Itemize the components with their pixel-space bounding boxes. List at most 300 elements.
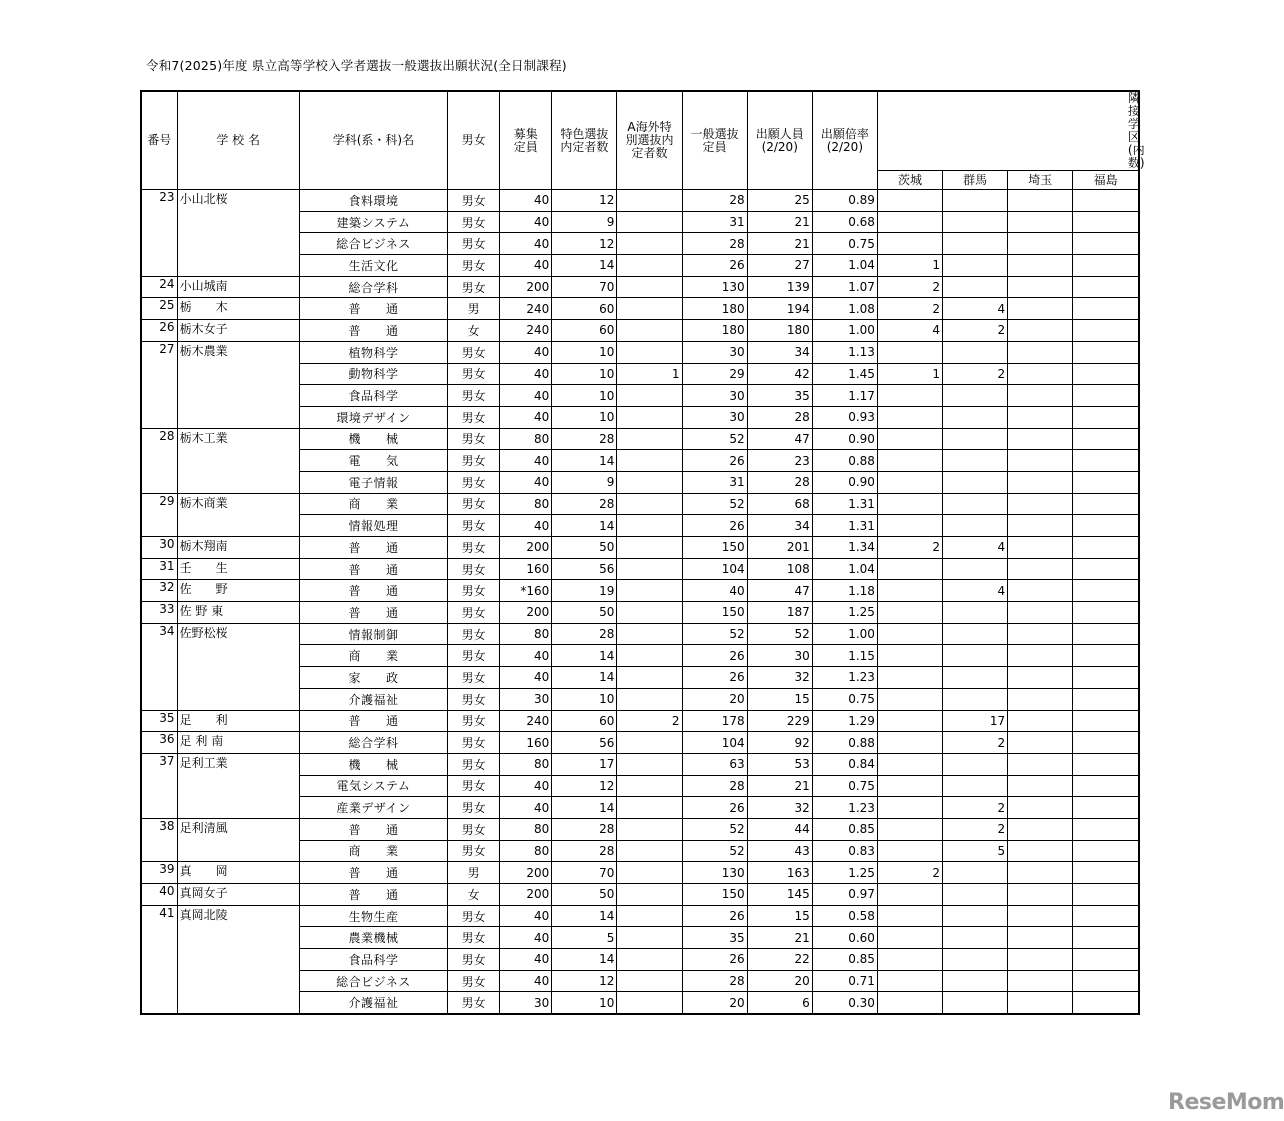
tokushoku-cell: 9 [552,471,617,493]
school-name: 足利清風 [177,818,299,861]
gender-cell: 男女 [448,905,500,927]
kaigai-cell [617,688,682,710]
gender-cell: 男女 [448,645,500,667]
ratio-cell: 0.75 [812,775,877,797]
general-cell: 20 [682,688,747,710]
header-gender: 男女 [448,91,500,190]
header-kaigai: A海外特別選抜内定者数 [617,91,682,190]
applicants-cell: 21 [747,927,812,949]
saitama-cell [1008,385,1073,407]
gunma-cell: 4 [943,298,1008,320]
applicants-cell: 15 [747,688,812,710]
saitama-cell [1008,602,1073,624]
saitama-cell [1008,884,1073,906]
gunma-cell: 17 [943,710,1008,732]
table-row [141,428,1139,450]
tokushoku-cell: 10 [552,363,617,385]
saitama-cell [1008,905,1073,927]
dept-cell: 食品科学 [299,385,447,407]
applicants-cell: 180 [747,320,812,342]
saitama-cell [1008,406,1073,428]
gender-cell: 男女 [448,406,500,428]
table-row [141,276,1139,298]
fukushima-cell [1073,667,1139,689]
dept-cell: 情報処理 [299,515,447,537]
gunma-cell: 4 [943,537,1008,559]
tokushoku-cell: 50 [552,537,617,559]
gender-cell: 男女 [448,970,500,992]
header-neighbor: 隣接学区(内数) [877,91,1139,171]
ibaraki-cell [877,428,942,450]
capacity-cell: 240 [500,710,552,732]
ibaraki-cell [877,753,942,775]
gender-cell: 男女 [448,992,500,1014]
applicants-cell: 68 [747,493,812,515]
dept-cell: 家 政 [299,667,447,689]
general-cell: 26 [682,667,747,689]
gunma-cell [943,493,1008,515]
table-row [141,862,1139,884]
application-status-table [140,90,1145,1015]
kaigai-cell [617,884,682,906]
general-cell: 104 [682,732,747,754]
applicants-cell: 194 [747,298,812,320]
gender-cell: 男女 [448,537,500,559]
kaigai-cell [617,970,682,992]
saitama-cell [1008,211,1073,233]
capacity-cell: 80 [500,753,552,775]
kaigai-cell [617,818,682,840]
general-cell: 28 [682,970,747,992]
kaigai-cell [617,905,682,927]
fukushima-cell [1073,515,1139,537]
header-saitama: 埼玉 [1008,171,1073,190]
capacity-cell: 240 [500,320,552,342]
kaigai-cell [617,190,682,212]
kaigai-cell [617,515,682,537]
dept-cell: 農業機械 [299,927,447,949]
saitama-cell [1008,537,1073,559]
general-cell: 52 [682,428,747,450]
applicants-cell: 44 [747,818,812,840]
school-number: 32 [141,580,177,602]
ibaraki-cell [877,515,942,537]
school-number: 36 [141,732,177,754]
tokushoku-cell: 28 [552,818,617,840]
kaigai-cell [617,623,682,645]
gunma-cell [943,623,1008,645]
dept-cell: 機 械 [299,753,447,775]
tokushoku-cell: 19 [552,580,617,602]
school-name: 足利工業 [177,753,299,818]
gunma-cell [943,406,1008,428]
ibaraki-cell [877,580,942,602]
capacity-cell: 200 [500,862,552,884]
gunma-cell [943,385,1008,407]
fukushima-cell [1073,493,1139,515]
gunma-cell [943,688,1008,710]
tokushoku-cell: 14 [552,515,617,537]
kaigai-cell [617,949,682,971]
ratio-cell: 0.84 [812,753,877,775]
school-number: 37 [141,753,177,818]
capacity-cell: 160 [500,732,552,754]
saitama-cell [1008,753,1073,775]
capacity-cell: 40 [500,775,552,797]
header-general: 一般選抜定員 [682,91,747,190]
saitama-cell [1008,450,1073,472]
gender-cell: 男女 [448,602,500,624]
tokushoku-cell: 5 [552,927,617,949]
general-cell: 29 [682,363,747,385]
kaigai-cell [617,927,682,949]
gender-cell: 男女 [448,493,500,515]
fukushima-cell [1073,884,1139,906]
tokushoku-cell: 14 [552,450,617,472]
dept-cell: 商 業 [299,645,447,667]
tokushoku-cell: 14 [552,255,617,277]
ibaraki-cell [877,341,942,363]
table-row [141,558,1139,580]
capacity-cell: 200 [500,276,552,298]
dept-cell: 商 業 [299,840,447,862]
dept-cell: 普 通 [299,884,447,906]
dept-cell: 電 気 [299,450,447,472]
applicants-cell: 163 [747,862,812,884]
ibaraki-cell [877,645,942,667]
fukushima-cell [1073,537,1139,559]
ratio-cell: 1.23 [812,667,877,689]
capacity-cell: 40 [500,949,552,971]
dept-cell: 総合ビジネス [299,970,447,992]
applicants-cell: 6 [747,992,812,1014]
capacity-cell: 40 [500,797,552,819]
kaigai-cell [617,602,682,624]
school-number: 33 [141,602,177,624]
gunma-cell [943,667,1008,689]
gunma-cell [943,255,1008,277]
tokushoku-cell: 10 [552,688,617,710]
tokushoku-cell: 28 [552,840,617,862]
capacity-cell: 40 [500,385,552,407]
saitama-cell [1008,558,1073,580]
ratio-cell: 0.90 [812,471,877,493]
header-school: 学 校 名 [177,91,299,190]
kaigai-cell [617,645,682,667]
fukushima-cell [1073,341,1139,363]
general-cell: 31 [682,211,747,233]
gunma-cell [943,450,1008,472]
fukushima-cell [1073,450,1139,472]
gender-cell: 男女 [448,341,500,363]
general-cell: 26 [682,797,747,819]
general-cell: 150 [682,537,747,559]
ibaraki-cell [877,190,942,212]
gender-cell: 男女 [448,623,500,645]
dept-cell: 電気システム [299,775,447,797]
applicants-cell: 43 [747,840,812,862]
school-name: 佐 野 東 [177,602,299,624]
school-name: 佐 野 [177,580,299,602]
applicants-cell: 42 [747,363,812,385]
dept-cell: 普 通 [299,602,447,624]
school-number: 40 [141,884,177,906]
dept-cell: 総合学科 [299,732,447,754]
school-name: 真岡女子 [177,884,299,906]
saitama-cell [1008,255,1073,277]
school-name: 栃 木 [177,298,299,320]
fukushima-cell [1073,775,1139,797]
ibaraki-cell [877,602,942,624]
header-fukushima: 福島 [1073,171,1139,190]
general-cell: 150 [682,602,747,624]
table-row [141,884,1139,906]
saitama-cell [1008,862,1073,884]
ratio-cell: 1.00 [812,320,877,342]
dept-cell: 総合学科 [299,276,447,298]
general-cell: 150 [682,884,747,906]
ratio-cell: 1.04 [812,558,877,580]
gunma-cell [943,233,1008,255]
gender-cell: 男女 [448,211,500,233]
gender-cell: 男女 [448,797,500,819]
ibaraki-cell [877,905,942,927]
capacity-cell: 80 [500,428,552,450]
dept-cell: 介護福祉 [299,688,447,710]
dept-cell: 生物生産 [299,905,447,927]
capacity-cell: 200 [500,602,552,624]
kaigai-cell [617,580,682,602]
gunma-cell [943,515,1008,537]
tokushoku-cell: 10 [552,341,617,363]
table-row [141,341,1139,363]
dept-cell: 商 業 [299,493,447,515]
gunma-cell [943,211,1008,233]
capacity-cell: 80 [500,818,552,840]
dept-cell: 普 通 [299,558,447,580]
general-cell: 28 [682,775,747,797]
school-name: 真 岡 [177,862,299,884]
ratio-cell: 0.30 [812,992,877,1014]
saitama-cell [1008,949,1073,971]
school-number: 23 [141,190,177,277]
capacity-cell: 40 [500,450,552,472]
ibaraki-cell: 1 [877,363,942,385]
tokushoku-cell: 28 [552,428,617,450]
ibaraki-cell [877,710,942,732]
tokushoku-cell: 14 [552,645,617,667]
general-cell: 180 [682,298,747,320]
kaigai-cell [617,471,682,493]
applicants-cell: 47 [747,428,812,450]
capacity-cell: 30 [500,688,552,710]
kaigai-cell [617,276,682,298]
ibaraki-cell [877,623,942,645]
table-row [141,602,1139,624]
gender-cell: 男 [448,862,500,884]
gender-cell: 男女 [448,363,500,385]
general-cell: 20 [682,992,747,1014]
table-row [141,190,1139,212]
gunma-cell [943,905,1008,927]
table-row [141,905,1139,927]
ratio-cell: 0.85 [812,818,877,840]
applicants-cell: 23 [747,450,812,472]
applicants-cell: 229 [747,710,812,732]
kaigai-cell [617,992,682,1014]
kaigai-cell [617,775,682,797]
gunma-cell [943,753,1008,775]
applicants-cell: 145 [747,884,812,906]
header-ibaraki: 茨城 [877,171,942,190]
kaigai-cell [617,450,682,472]
applicants-cell: 21 [747,211,812,233]
kaigai-cell [617,233,682,255]
ibaraki-cell: 2 [877,537,942,559]
general-cell: 30 [682,341,747,363]
school-number: 35 [141,710,177,732]
school-number: 27 [141,341,177,428]
applicants-cell: 34 [747,515,812,537]
ratio-cell: 1.17 [812,385,877,407]
ibaraki-cell [877,406,942,428]
saitama-cell [1008,233,1073,255]
header-applicants: 出願人員(2/20) [747,91,812,190]
school-name: 佐野松桜 [177,623,299,710]
capacity-cell: 160 [500,558,552,580]
gunma-cell: 2 [943,320,1008,342]
kaigai-cell [617,341,682,363]
school-number: 31 [141,558,177,580]
ratio-cell: 0.75 [812,688,877,710]
tokushoku-cell: 14 [552,797,617,819]
ibaraki-cell [877,667,942,689]
gunma-cell: 5 [943,840,1008,862]
ratio-cell: 0.85 [812,949,877,971]
gender-cell: 男女 [448,927,500,949]
gunma-cell [943,970,1008,992]
fukushima-cell [1073,471,1139,493]
general-cell: 30 [682,406,747,428]
fukushima-cell [1073,211,1139,233]
gunma-cell [943,558,1008,580]
dept-cell: 普 通 [299,580,447,602]
general-cell: 52 [682,818,747,840]
tokushoku-cell: 28 [552,493,617,515]
tokushoku-cell: 60 [552,320,617,342]
header-dept: 学科(系・科)名 [299,91,447,190]
school-name: 足 利 南 [177,732,299,754]
gunma-cell [943,341,1008,363]
header-tokushoku: 特色選抜内定者数 [552,91,617,190]
tokushoku-cell: 17 [552,753,617,775]
gender-cell: 男女 [448,276,500,298]
ratio-cell: 1.34 [812,537,877,559]
school-number: 30 [141,537,177,559]
ibaraki-cell [877,558,942,580]
fukushima-cell [1073,645,1139,667]
general-cell: 30 [682,385,747,407]
table-row [141,298,1139,320]
ibaraki-cell [877,775,942,797]
ibaraki-cell: 2 [877,298,942,320]
fukushima-cell [1073,623,1139,645]
capacity-cell: 40 [500,233,552,255]
ratio-cell: 0.71 [812,970,877,992]
gender-cell: 女 [448,884,500,906]
school-name: 小山城南 [177,276,299,298]
table-row [141,753,1139,775]
fukushima-cell [1073,406,1139,428]
saitama-cell [1008,667,1073,689]
dept-cell: 普 通 [299,298,447,320]
applicants-cell: 35 [747,385,812,407]
tokushoku-cell: 50 [552,602,617,624]
saitama-cell [1008,775,1073,797]
fukushima-cell [1073,385,1139,407]
applicants-cell: 53 [747,753,812,775]
fukushima-cell [1073,320,1139,342]
tokushoku-cell: 10 [552,992,617,1014]
saitama-cell [1008,190,1073,212]
capacity-cell: 40 [500,341,552,363]
tokushoku-cell: 12 [552,190,617,212]
saitama-cell [1008,688,1073,710]
fukushima-cell [1073,818,1139,840]
dept-cell: 普 通 [299,537,447,559]
gender-cell: 男女 [448,558,500,580]
ibaraki-cell [877,732,942,754]
fukushima-cell [1073,688,1139,710]
dept-cell: 食料環境 [299,190,447,212]
dept-cell: 普 通 [299,320,447,342]
saitama-cell [1008,645,1073,667]
school-name: 栃木商業 [177,493,299,536]
table-row [141,732,1139,754]
general-cell: 26 [682,450,747,472]
gunma-cell [943,862,1008,884]
saitama-cell [1008,341,1073,363]
kaigai-cell [617,558,682,580]
ibaraki-cell [877,688,942,710]
dept-cell: 機 械 [299,428,447,450]
fukushima-cell [1073,862,1139,884]
fukushima-cell [1073,949,1139,971]
applicants-cell: 108 [747,558,812,580]
school-name: 真岡北陵 [177,905,299,1014]
capacity-cell: 40 [500,406,552,428]
ratio-cell: 1.31 [812,515,877,537]
ratio-cell: 0.97 [812,884,877,906]
tokushoku-cell: 14 [552,949,617,971]
general-cell: 35 [682,927,747,949]
gunma-cell [943,884,1008,906]
fukushima-cell [1073,927,1139,949]
fukushima-cell [1073,797,1139,819]
capacity-cell: 40 [500,905,552,927]
dept-cell: 普 通 [299,862,447,884]
kaigai-cell [617,753,682,775]
applicants-cell: 28 [747,406,812,428]
general-cell: 52 [682,493,747,515]
gender-cell: 男女 [448,471,500,493]
saitama-cell [1008,797,1073,819]
tokushoku-cell: 12 [552,233,617,255]
gender-cell: 男女 [448,428,500,450]
table-row [141,320,1139,342]
dept-cell: 普 通 [299,818,447,840]
tokushoku-cell: 12 [552,970,617,992]
